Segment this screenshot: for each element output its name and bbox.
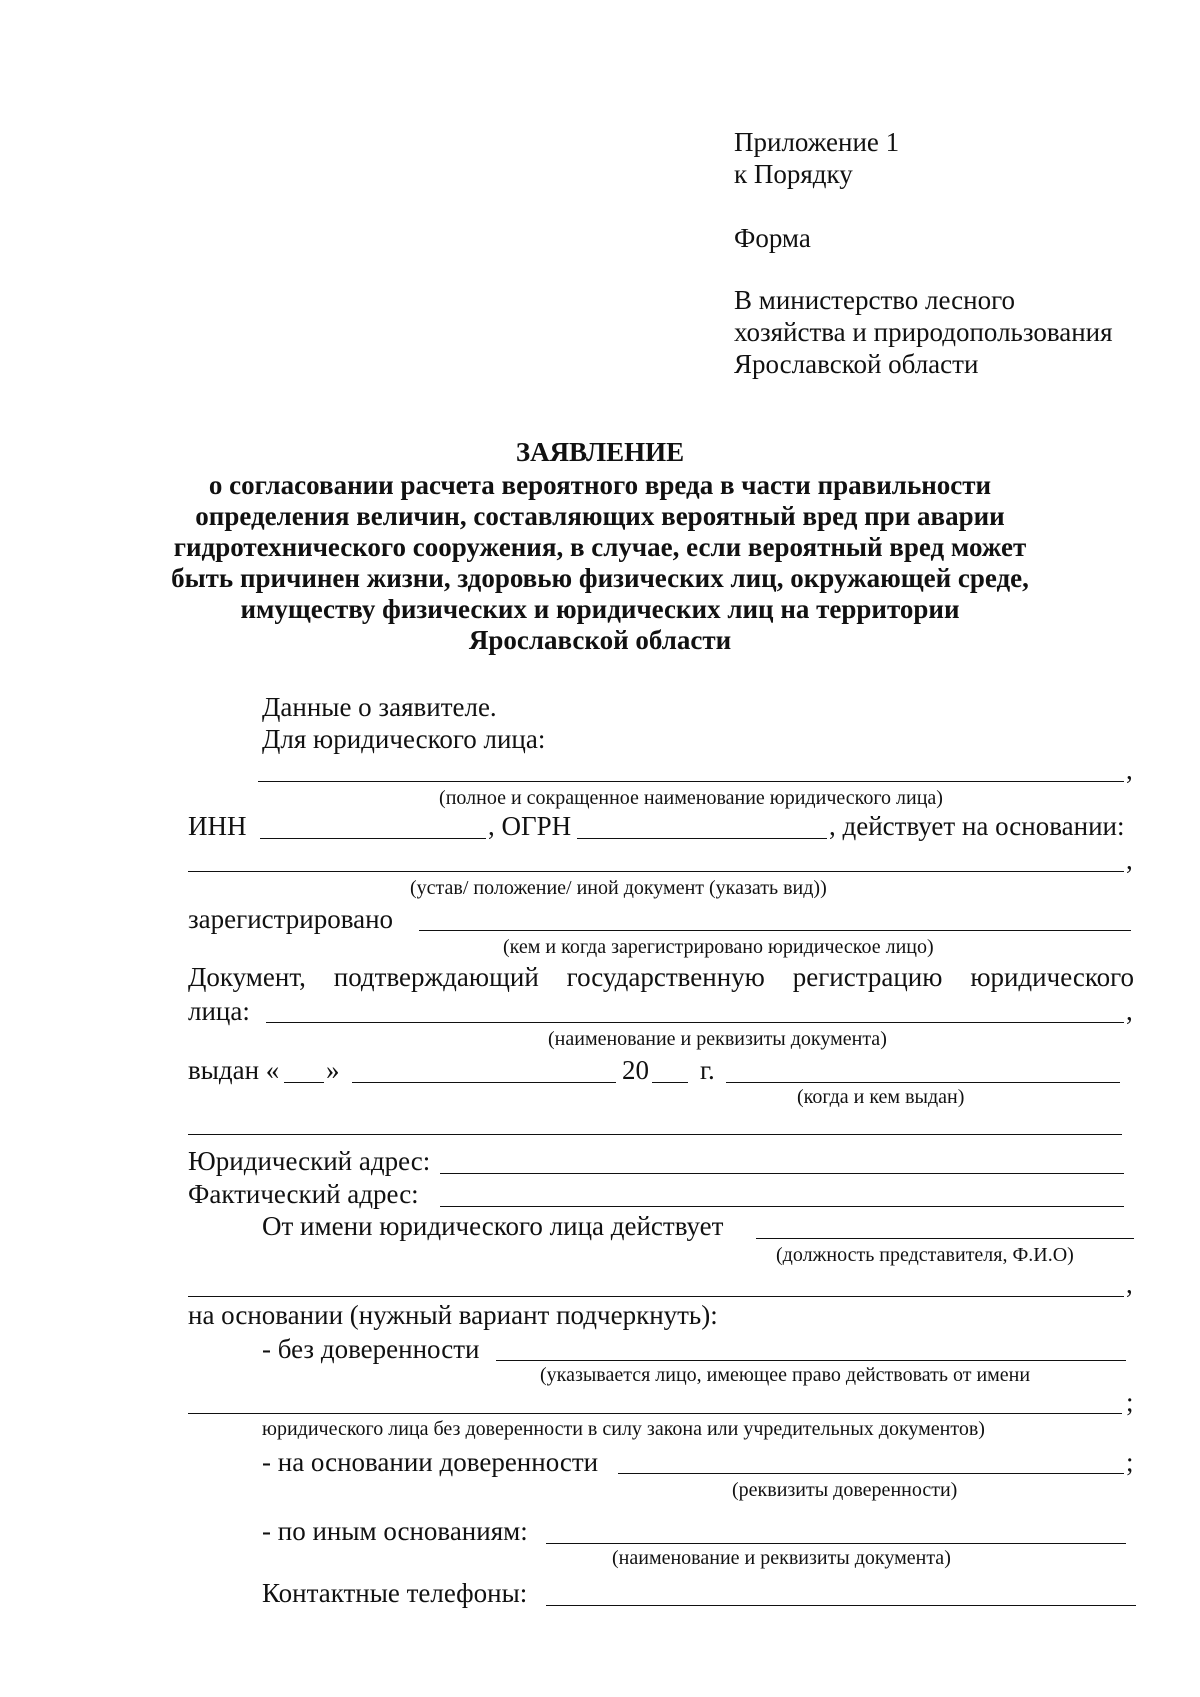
- issued-continuation-field[interactable]: [188, 1134, 1122, 1135]
- caption-without-poa-1: (указывается лицо, имеющее право действовать от имени: [540, 1364, 1031, 1386]
- year-prefix: 20: [622, 1055, 649, 1085]
- acting-on-behalf-label: От имени юридического лица действует: [262, 1211, 724, 1241]
- phones-label: Контактные телефоны:: [262, 1578, 528, 1608]
- actual-address-field[interactable]: [440, 1206, 1124, 1207]
- ogrn-label: , ОГРН: [488, 811, 572, 841]
- acts-basis-label: , действует на основании:: [829, 811, 1125, 841]
- issued-day-field[interactable]: [284, 1082, 324, 1083]
- caption-charter: (устав/ положение/ иной документ (указать вид)): [410, 877, 827, 899]
- title-line-5: имуществу физических и юридических лиц на территории: [240, 594, 960, 624]
- legal-entity-name-field[interactable]: [258, 781, 1124, 782]
- title-line-4: быть причинен жизни, здоровью физических лиц, окружающей среде,: [171, 563, 1029, 593]
- issued-year-field[interactable]: [652, 1082, 688, 1083]
- inn-label: ИНН: [188, 811, 247, 841]
- semicolon: ;: [1126, 1387, 1134, 1417]
- poa-details-field[interactable]: [618, 1473, 1124, 1474]
- caption-registered: (кем и когда зарегистрировано юридическое лицо): [503, 936, 934, 958]
- without-poa-label: - без доверенности: [262, 1334, 480, 1364]
- other-basis-field[interactable]: [546, 1543, 1126, 1544]
- document-title: ЗАЯВЛЕНИЕ: [515, 437, 685, 467]
- representative-field[interactable]: [756, 1238, 1134, 1239]
- title-line-1: о согласовании расчета вероятного вреда в части правильности: [208, 470, 992, 500]
- comma: ,: [1126, 755, 1133, 785]
- other-basis-label: - по иным основаниям:: [262, 1516, 528, 1546]
- issued-label: выдан «: [188, 1055, 280, 1085]
- representative-continuation-field[interactable]: [188, 1296, 1124, 1297]
- inn-field[interactable]: [260, 838, 486, 839]
- recipient-line-2: хозяйства и природопользования: [734, 317, 1113, 347]
- appendix-number: Приложение 1: [734, 127, 900, 157]
- comma: ,: [1126, 845, 1133, 875]
- with-poa-label: - на основании доверенности: [262, 1447, 599, 1477]
- issued-by-field[interactable]: [726, 1082, 1120, 1083]
- caption-other-basis: (наименование и реквизиты документа): [612, 1547, 951, 1569]
- caption-issued: (когда и кем выдан): [797, 1086, 965, 1108]
- comma: ,: [1126, 1269, 1133, 1299]
- phones-field[interactable]: [546, 1605, 1136, 1606]
- ogrn-field[interactable]: [577, 838, 827, 839]
- issued-month-field[interactable]: [352, 1082, 616, 1083]
- basis-label: на основании (нужный вариант подчеркнуть):: [188, 1300, 718, 1330]
- caption-representative: (должность представителя, Ф.И.О): [776, 1244, 1074, 1266]
- caption-entity-name: (полное и сокращенное наименование юридического лица): [439, 787, 943, 809]
- registered-label: зарегистрировано: [188, 904, 394, 934]
- recipient-line-1: В министерство лесного: [734, 285, 1016, 315]
- form-label: Форма: [734, 223, 811, 253]
- charter-field[interactable]: [188, 871, 1124, 872]
- comma: ,: [1126, 996, 1133, 1026]
- legal-entity-label: Для юридического лица:: [262, 724, 546, 754]
- applicant-data-label: Данные о заявителе.: [262, 692, 497, 722]
- semicolon: ;: [1126, 1447, 1134, 1477]
- reg-doc-line-1: Документ, подтверждающий государственную регистрацию юридического: [188, 962, 1134, 992]
- title-line-3: гидротехнического сооружения, в случае, если вероятный вред может: [173, 532, 1027, 562]
- recipient-line-3: Ярославской области: [734, 349, 979, 379]
- registered-field[interactable]: [419, 930, 1131, 931]
- title-line-2: определения величин, составляющих вероятный вред при аварии: [195, 501, 1005, 531]
- caption-poa: (реквизиты доверенности): [732, 1479, 958, 1501]
- legal-address-label: Юридический адрес:: [188, 1146, 431, 1176]
- caption-without-poa-2: юридического лица без доверенности в силу закона или учредительных документов): [262, 1418, 985, 1440]
- reg-doc-field[interactable]: [266, 1022, 1124, 1023]
- without-poa-continuation-field[interactable]: [188, 1413, 1122, 1414]
- caption-reg-doc: (наименование и реквизиты документа): [548, 1028, 887, 1050]
- reg-doc-label: лица:: [188, 996, 250, 1026]
- legal-address-field[interactable]: [440, 1173, 1124, 1174]
- without-poa-field[interactable]: [496, 1360, 1126, 1361]
- actual-address-label: Фактический адрес:: [188, 1179, 419, 1209]
- year-suffix: г.: [700, 1055, 715, 1085]
- appendix-order: к Порядку: [734, 159, 853, 189]
- title-line-6: Ярославской области: [468, 625, 732, 655]
- issued-quote-close: »: [326, 1055, 340, 1085]
